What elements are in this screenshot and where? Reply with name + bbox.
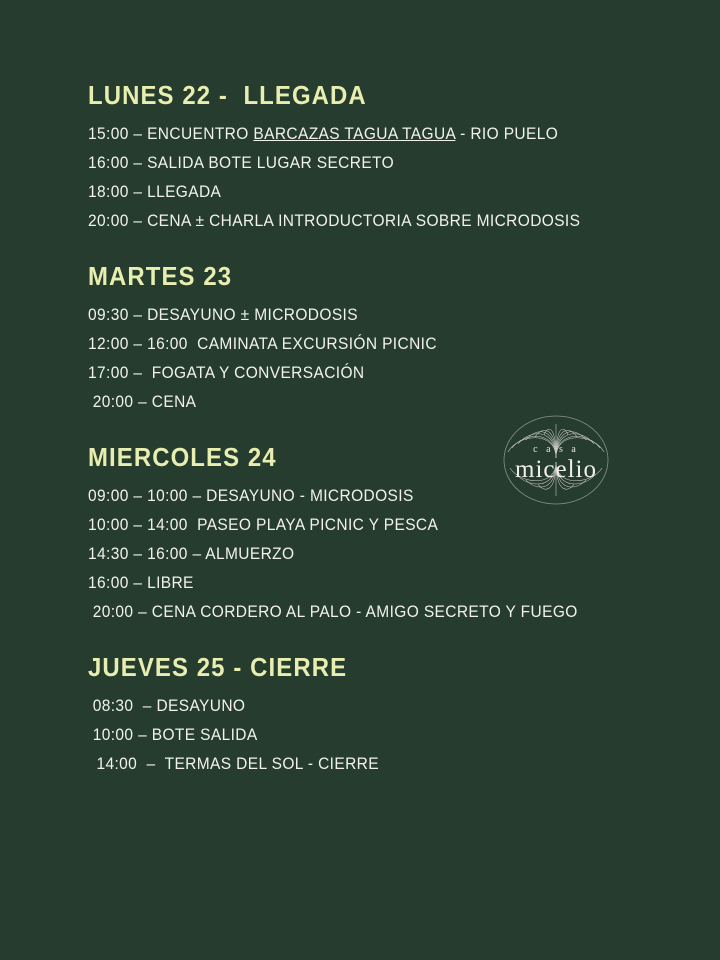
entry-text: 18:00 – LLEGADA (88, 183, 222, 201)
schedule-entry (88, 125, 616, 144)
schedule-entry (88, 364, 616, 383)
logo-micelio-text: micelio (515, 456, 597, 483)
schedule-entry (88, 487, 616, 506)
day-title: LUNES 22 - LLEGADA (88, 80, 367, 110)
day-title: MARTES 23 (88, 261, 233, 291)
schedule-list (88, 80, 650, 774)
entry-text: 16:00 – LIBRE (88, 574, 194, 592)
schedule-entry (88, 697, 616, 716)
schedule-entry (88, 306, 616, 325)
entry-text: 17:00 – FOGATA Y CONVERSACIÓN (88, 364, 365, 382)
schedule-entry (88, 755, 616, 774)
day-block (88, 442, 650, 622)
logo-casa-text: c a s a (533, 444, 579, 455)
entry-text: 09:30 – DESAYUNO ± MICRODOSIS (88, 306, 358, 324)
schedule-entry (88, 212, 616, 231)
day-title: JUEVES 25 - CIERRE (88, 652, 348, 682)
schedule-entry (88, 603, 616, 622)
entry-text: 14:00 – TERMAS DEL SOL - CIERRE (96, 755, 379, 773)
entry-text: 16:00 – SALIDA BOTE LUGAR SECRETO (88, 154, 395, 172)
schedule-entry (88, 335, 616, 354)
day-block (88, 261, 650, 412)
entry-text: 14:30 – 16:00 – ALMUERZO (88, 545, 295, 563)
entry-text: 15:00 – ENCUENTRO (88, 125, 254, 143)
entry-text: 10:00 – 14:00 PASEO PLAYA PICNIC Y PESCA (88, 516, 439, 534)
schedule-entry (88, 574, 616, 593)
day-block (88, 80, 650, 231)
schedule-entry (88, 183, 616, 202)
entry-text: 10:00 – BOTE SALIDA (92, 726, 258, 744)
schedule-entry (88, 154, 616, 173)
entry-text: 20:00 – CENA (92, 393, 197, 411)
day-title: MIERCOLES 24 (88, 442, 277, 472)
entry-text: 12:00 – 16:00 CAMINATA EXCURSIÓN PICNIC (88, 335, 437, 353)
entry-text-tail: - RIO PUELO (455, 125, 559, 143)
schedule-entry (88, 726, 616, 745)
entry-text: 20:00 – CENA ± CHARLA INTRODUCTORIA SOBRE MICRODOSIS (88, 212, 581, 230)
entry-text: 09:00 – 10:00 – DESAYUNO - MICRODOSIS (88, 487, 414, 505)
entry-text: 08:30 – DESAYUNO (92, 697, 246, 715)
entry-highlight: BARCAZAS TAGUA TAGUA (253, 125, 456, 143)
entry-text: 20:00 – CENA CORDERO AL PALO - AMIGO SECRETO Y FUEGO (92, 603, 578, 621)
schedule-entry (88, 516, 616, 535)
day-block (88, 652, 650, 774)
schedule-entry (88, 393, 616, 412)
schedule-entry (88, 545, 616, 564)
